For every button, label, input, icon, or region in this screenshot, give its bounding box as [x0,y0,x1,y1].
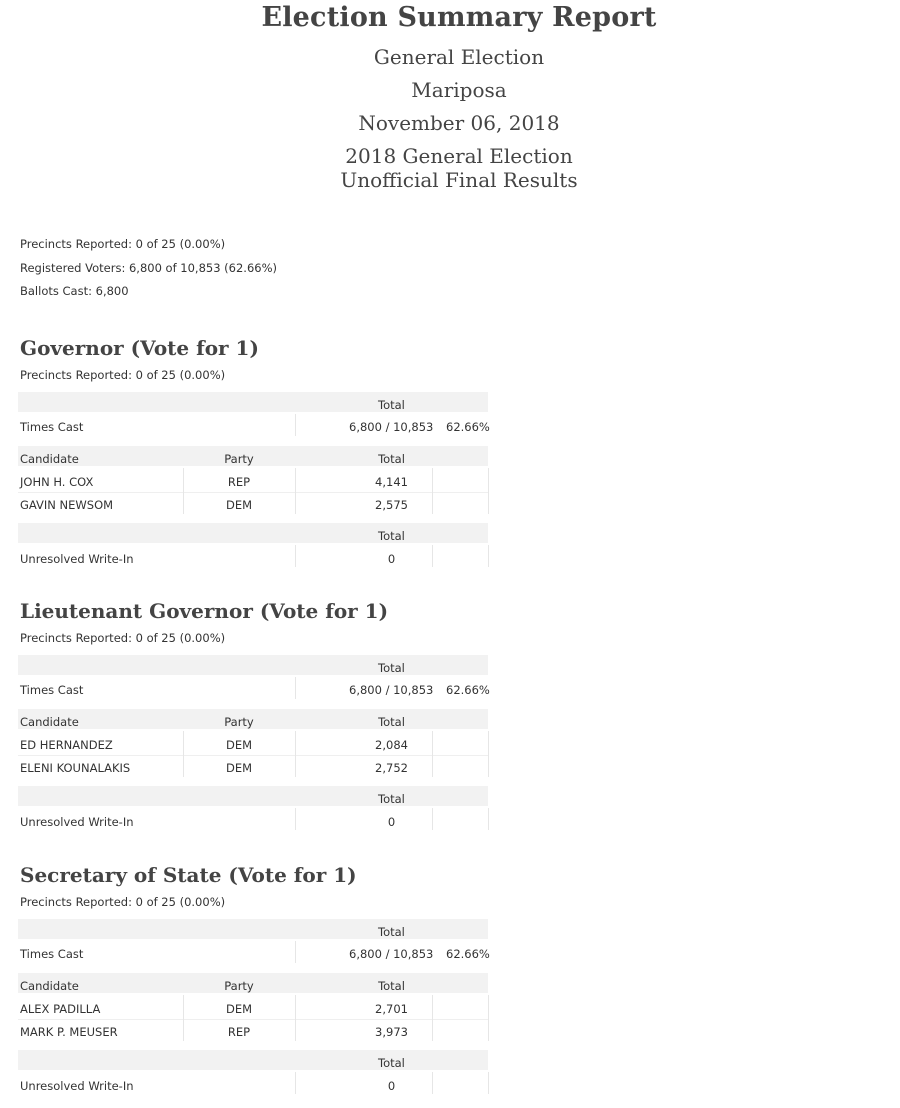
race-precincts-reported: Precincts Reported: 0 of 25 (0.00%) [20,368,226,382]
times-cast-value: 6,800 / 10,853 [349,947,434,961]
times-cast-label: Times Cast [20,420,84,434]
county-name: Mariposa [411,78,507,102]
candidate-votes: 2,084 [375,738,408,752]
candidate-name: GAVIN NEWSOM [20,498,114,512]
candidate-header: Candidate [20,715,79,729]
candidate-party: DEM [225,1002,253,1016]
race-precincts-reported: Precincts Reported: 0 of 25 (0.00%) [20,895,226,909]
candidate-total-header: Total [378,979,405,993]
candidate-party: DEM [225,498,253,512]
candidate-header: Candidate [20,452,79,466]
summary-registered-voters: Registered Voters: 6,800 of 10,853 (62.66%) [20,261,278,275]
race-title: Secretary of State (Vote for 1) [20,863,357,887]
race-title: Governor (Vote for 1) [20,336,259,360]
write-in-votes: 0 [387,815,396,829]
times-cast-percent: 62.66% [446,683,490,697]
candidate-party: DEM [225,761,253,775]
results-status: Unofficial Final Results [340,168,578,192]
candidate-name: JOHN H. COX [20,475,94,489]
write-in-total-header: Total [378,529,405,543]
race-section [0,863,500,1103]
election-name: General Election [373,45,545,69]
candidate-party: DEM [225,738,253,752]
times-cast-value: 6,800 / 10,853 [349,683,434,697]
times-cast-value: 6,800 / 10,853 [349,420,434,434]
candidate-votes: 2,701 [375,1002,408,1016]
candidate-party: REP [227,475,251,489]
candidate-votes: 2,752 [375,761,408,775]
race-section [0,599,500,839]
race-section [0,336,500,576]
times-cast-percent: 62.66% [446,947,490,961]
party-header: Party [224,715,254,729]
write-in-label: Unresolved Write-In [20,815,134,829]
race-precincts-reported: Precincts Reported: 0 of 25 (0.00%) [20,631,226,645]
write-in-votes: 0 [387,552,396,566]
times-cast-label: Times Cast [20,683,84,697]
candidate-name: ALEX PADILLA [20,1002,101,1016]
write-in-total-header: Total [378,792,405,806]
election-subtitle: 2018 General Election [345,144,573,168]
times-cast-percent: 62.66% [446,420,490,434]
report-title: Election Summary Report [261,2,657,33]
summary-precincts: Precincts Reported: 0 of 25 (0.00%) [20,237,226,251]
candidate-name: MARK P. MEUSER [20,1025,118,1039]
election-date: November 06, 2018 [358,111,560,135]
write-in-label: Unresolved Write-In [20,1079,134,1093]
summary-ballots-cast: Ballots Cast: 6,800 [20,284,129,298]
write-in-total-header: Total [378,1056,405,1070]
candidate-votes: 4,141 [375,475,408,489]
write-in-label: Unresolved Write-In [20,552,134,566]
candidate-name: ED HERNANDEZ [20,738,113,752]
candidate-party: REP [227,1025,251,1039]
candidate-name: ELENI KOUNALAKIS [20,761,131,775]
party-header: Party [224,452,254,466]
candidate-votes: 3,973 [375,1025,408,1039]
candidate-header: Candidate [20,979,79,993]
times-cast-total-header: Total [378,661,405,675]
times-cast-total-header: Total [378,398,405,412]
candidate-total-header: Total [378,452,405,466]
candidate-total-header: Total [378,715,405,729]
times-cast-total-header: Total [378,925,405,939]
race-title: Lieutenant Governor (Vote for 1) [20,599,389,623]
write-in-votes: 0 [387,1079,396,1093]
times-cast-label: Times Cast [20,947,84,961]
candidate-votes: 2,575 [375,498,408,512]
party-header: Party [224,979,254,993]
